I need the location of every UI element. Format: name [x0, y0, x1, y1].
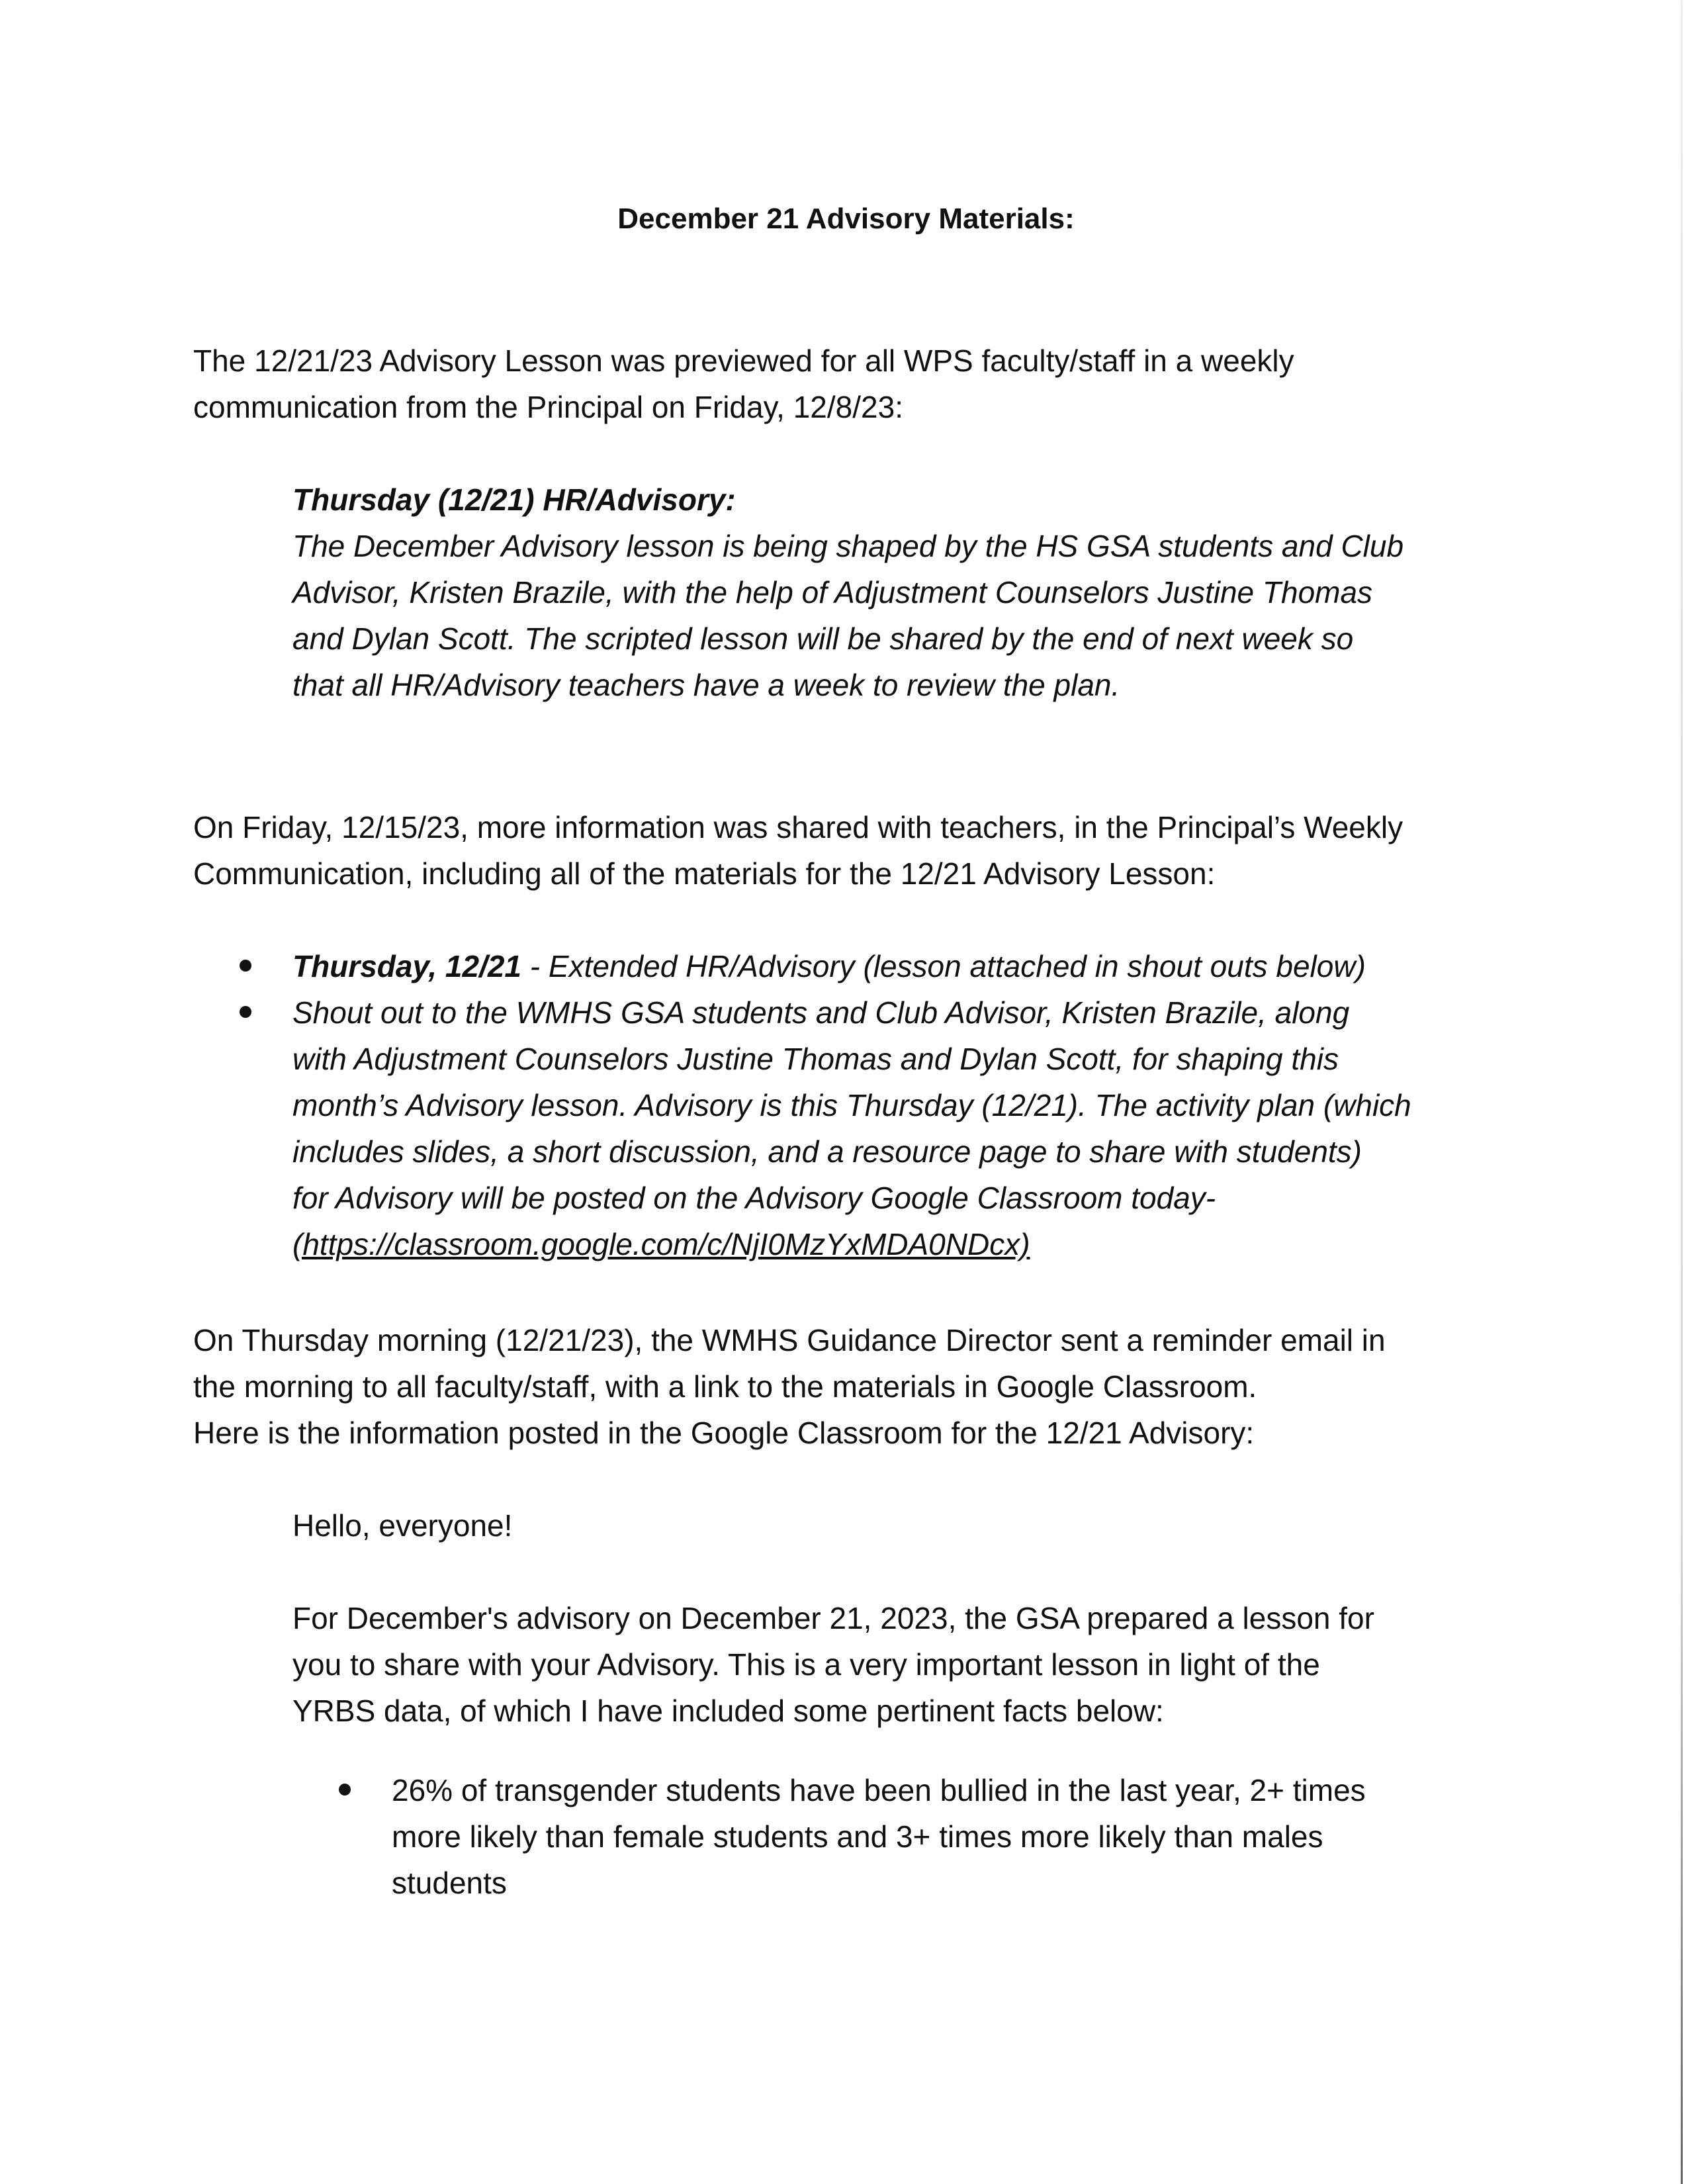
bullet-line: Shout out to the WMHS GSA students and Club Advisor, Kristen Brazile, along	[292, 995, 1350, 1030]
bullet-line: month’s Advisory lesson. Advisory is this Thursday (12/21). The activity plan (which	[292, 1088, 1411, 1122]
classroom-link[interactable]: (https://classroom.google.com/c/NjI0MzYxMDA0NDcx)	[292, 1227, 1030, 1261]
second-paragraph-line: On Friday, 12/15/23, more information was shared with teachers, in the Principal’s Weekly	[193, 810, 1403, 844]
list-item	[331, 1767, 1366, 1906]
bullet-line: with Adjustment Counselors Justine Thomas and Dylan Scott, for shaping this	[292, 1042, 1339, 1076]
second-paragraph	[193, 804, 1403, 897]
quoted-announcement	[292, 477, 1403, 708]
third-paragraph-line: Here is the information posted in the Google Classroom for the 12/21 Advisory:	[193, 1416, 1255, 1450]
fourth-paragraph-line: YRBS data, of which I have included some pertinent facts below:	[292, 1694, 1164, 1728]
list-item	[232, 989, 1411, 1267]
third-paragraph-line: On Thursday morning (12/21/23), the WMHS Guidance Director sent a reminder email in	[193, 1323, 1386, 1357]
bullet-line: includes slides, a short discussion, and a resource page to share with students)	[292, 1134, 1362, 1169]
facts-bullet-list	[331, 1767, 1366, 1906]
second-paragraph-line: Communication, including all of the materials for the 12/21 Advisory Lesson:	[193, 856, 1216, 891]
scan-edge-artifact	[1681, 0, 1683, 2184]
intro-line: communication from the Principal on Friday, 12/8/23:	[193, 390, 903, 424]
quote-heading: Thursday (12/21) HR/Advisory:	[292, 482, 736, 517]
bullet-line: for Advisory will be posted on the Advisory Google Classroom today-	[292, 1181, 1216, 1215]
fourth-paragraph-line: you to share with your Advisory. This is a very important lesson in light of the	[292, 1647, 1320, 1682]
intro-paragraph	[193, 338, 1294, 430]
fact-line: students	[392, 1866, 507, 1900]
bullet-dot-icon	[240, 960, 251, 972]
intro-line: The 12/21/23 Advisory Lesson was previewed for all WPS faculty/staff in a weekly	[193, 343, 1294, 378]
bullet-bold-date: Thursday, 12/21	[292, 949, 522, 983]
fourth-paragraph-line: For December's advisory on December 21, 2023, the GSA prepared a lesson for	[292, 1601, 1374, 1635]
third-paragraph-line: the morning to all faculty/staff, with a link to the materials in Google Classroom.	[193, 1369, 1257, 1404]
quote-line: and Dylan Scott. The scripted lesson will be shared by the end of next week so	[292, 621, 1354, 656]
bullet-dot-icon	[339, 1784, 351, 1796]
shoutout-bullet-list	[232, 943, 1411, 1267]
bullet-dot-icon	[240, 1006, 251, 1018]
bullet-line	[292, 943, 1411, 989]
quote-line: that all HR/Advisory teachers have a week to review the plan.	[292, 668, 1120, 702]
third-paragraph	[193, 1317, 1386, 1456]
quote-line: The December Advisory lesson is being shaped by the HS GSA students and Club	[292, 529, 1404, 563]
bullet-text: - Extended HR/Advisory (lesson attached in shout outs below)	[521, 949, 1366, 983]
greeting-text: Hello, everyone!	[292, 1508, 513, 1543]
fact-line: 26% of transgender students have been bullied in the last year, 2+ times	[392, 1773, 1366, 1807]
list-item	[232, 943, 1411, 989]
fourth-paragraph	[292, 1595, 1374, 1734]
quote-line: Advisor, Kristen Brazile, with the help of Adjustment Counselors Justine Thomas	[292, 575, 1373, 610]
greeting	[292, 1502, 512, 1549]
fact-line: more likely than female students and 3+ times more likely than males	[392, 1819, 1323, 1854]
document-title: December 21 Advisory Materials:	[617, 203, 1075, 235]
